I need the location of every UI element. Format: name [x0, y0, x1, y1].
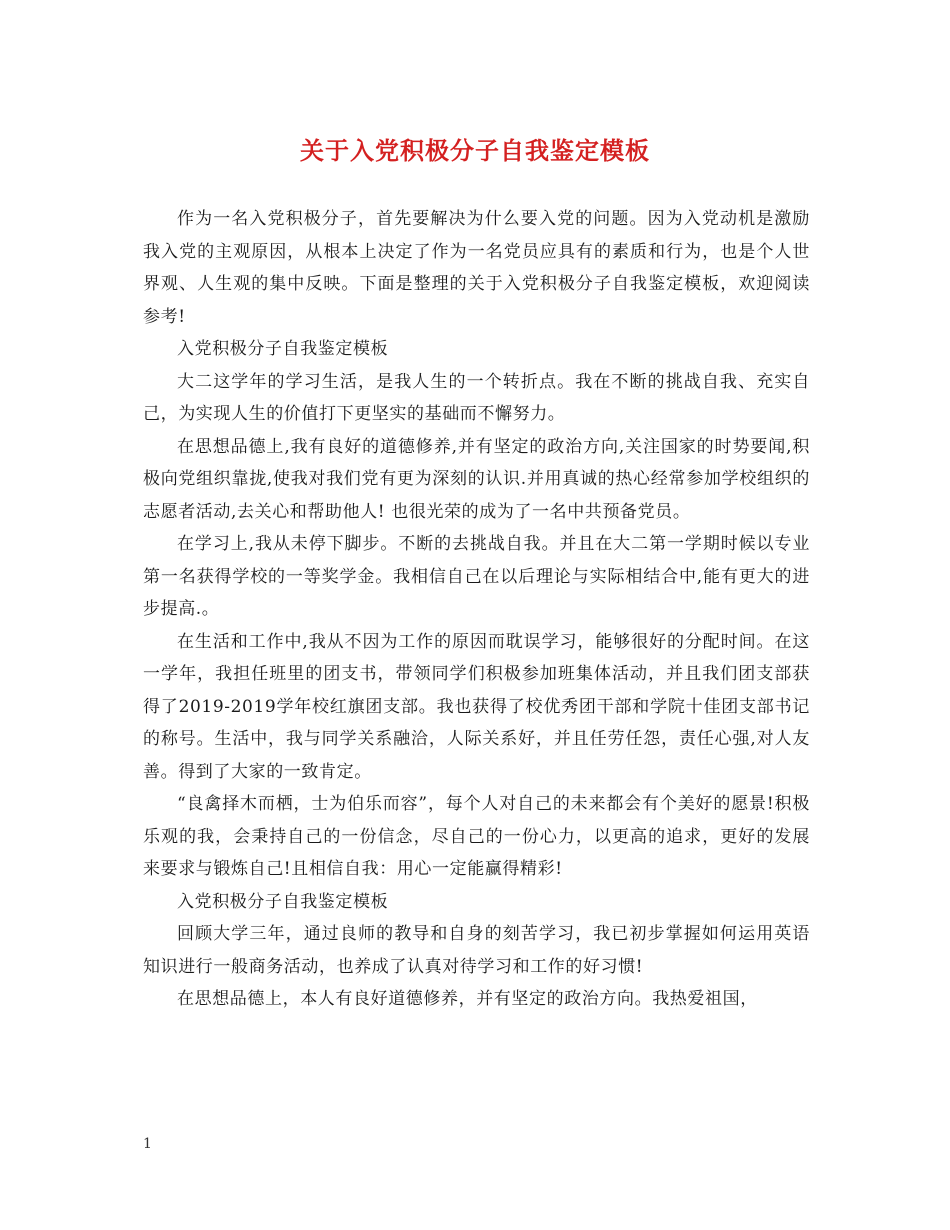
paragraph: 作为一名入党积极分子，首先要解决为什么要入党的问题。因为入党动机是激励我入党的主观原因，从根本上决定了作为一名党员应具有的素质和行为，也是个人世界观、人生观的集中反映。下面是整理的关于入党积极分子自我鉴定模板，欢迎阅读参考! [143, 209, 810, 327]
section-heading: 入党积极分子自我鉴定模板 [177, 339, 389, 359]
page-number: 1 [143, 1136, 152, 1152]
section-heading: 入党积极分子自我鉴定模板 [177, 891, 389, 912]
paragraph: 在生活和工作中,我从不因为工作的原因而耽误学习，能够很好的分配时间。在这一学年，我担任班里的团支书，带领同学们积极参加班集体活动，并且我们团支部获得了2019-2019学年校红旗团支部。我也获得了校优秀团干部和学院十佳团支部书记的称号。生活中，我与同学关系融洽，人际关系好，并且任劳任怨，责任心强,对人友善。得到了大家的一致肯定。 [143, 631, 810, 782]
paragraph: 回顾大学三年，通过良师的教导和自身的刻苦学习，我已初步掌握如何运用英语知识进行一般商务活动，也养成了认真对待学习和工作的好习惯! [143, 924, 810, 977]
paragraph: 在思想品德上,我有良好的道德修养,并有坚定的政治方向,关注国家的时势要闻,积极向党组织靠拢,使我对我们党有更为深刻的认识.并用真诚的热心经常参加学校组织的志愿者活动,去关心和帮助他人! 也很光荣的成为了一名中共预备党员。 [143, 436, 810, 522]
paragraph: 在学习上,我从未停下脚步。不断的去挑战自我。并且在大二第一学期时候以专业第一名获得学校的一等奖学金。我相信自己在以后理论与实际相结合中,能有更大的进步提高.。 [143, 534, 810, 619]
paragraph: 在思想品德上，本人有良好道德修养，并有坚定的政治方向。我热爱祖国， [177, 989, 758, 1009]
paragraph: “良禽择木而栖，士为伯乐而容”，每个人对自己的未来都会有个美好的愿景!积极乐观的我，会秉持自己的一份信念，尽自己的一份心力，以更高的追求，更好的发展来要求与锻炼自己!且相信自我：用心一定能赢得精彩! [143, 794, 810, 879]
document-body [143, 203, 810, 1016]
document-title: 关于入党积极分子自我鉴定模板 [300, 136, 650, 165]
paragraph: 大二这学年的学习生活，是我人生的一个转折点。我在不断的挑战自我、充实自己，为实现人生的价值打下更坚实的基础而不懈努力。 [143, 371, 810, 424]
